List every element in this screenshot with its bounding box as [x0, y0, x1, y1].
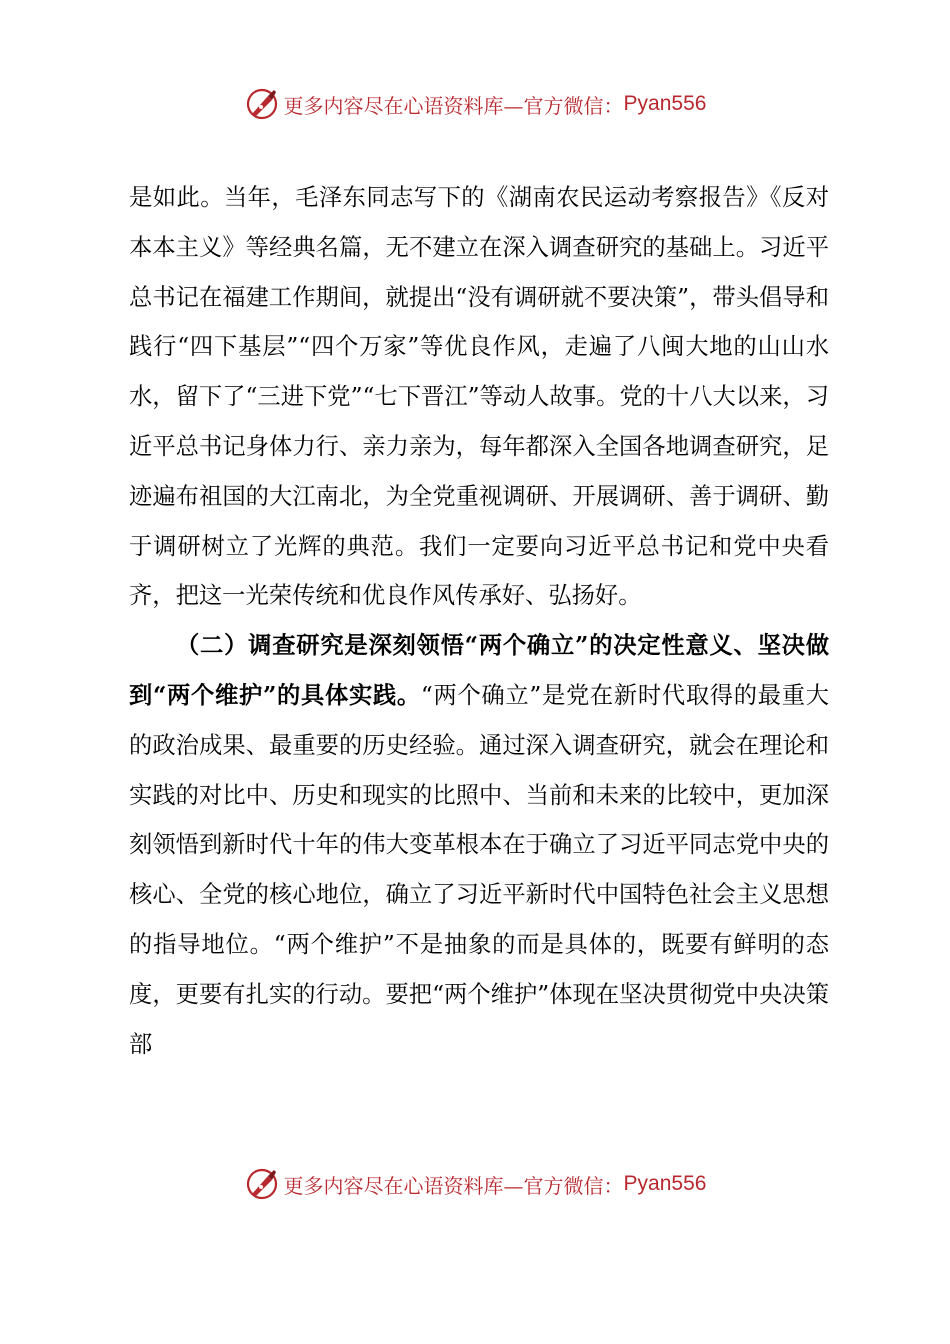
watermark-slogan: 更多内容尽在心语资料库— [283, 1173, 524, 1198]
pen-nib-logo-icon [244, 86, 280, 122]
header-watermark [0, 84, 950, 124]
watermark-contact-label: 官方微信： [523, 93, 624, 118]
paragraph-2-text: “两个确立”是党在新时代取得的最重大的政治成果、最重要的历史经验。通过深入调查研究，就会在理论和实践的对比中、历史和现实的比照中、当前和未来的比较中，更加深刻领悟到新时代十年的伟大变革根本在于确立了习近平同志党中央的核心、全党的核心地位，确立了习近平新时代中国特色社会主义思想的指导地位。“两个维护”不是抽象的而是具体的，既要有鲜明的态度，更要有扎实的行动。要把“两个维护”体现在坚决贯彻党中央决策部 [129, 681, 829, 1058]
document-body [129, 173, 829, 1069]
watermark-contact-id: Pyan556 [623, 92, 707, 115]
paragraph-1: 是如此。当年，毛泽东同志写下的《湖南农民运动考察报告》《反对本本主义》等经典名篇，无不建立在深入调查研究的基础上。习近平总书记在福建工作期间，就提出“没有调研就不要决策”，带头倡导和践行“四下基层”“四个万家”等优良作风，走遍了八闽大地的山山水水，留下了“三进下党”“七下晋江”等动人故事。党的十八大以来，习近平总书记身体力行、亲力亲为，每年都深入全国各地调查研究，足迹遍布祖国的大江南北，为全党重视调研、开展调研、善于调研、勤于调研树立了光辉的典范。我们一定要向习近平总书记和党中央看齐，把这一光荣传统和优良作风传承好、弘扬好。 [129, 184, 829, 610]
footer-watermark [0, 1164, 950, 1204]
section-heading: （二）调查研究是深刻领悟“两个确立”的决定性意义、坚决做到“两个维护”的具体实践。 [129, 632, 829, 709]
watermark-contact-label: 官方微信： [523, 1173, 624, 1198]
watermark-contact-id: Pyan556 [623, 1172, 707, 1195]
pen-nib-logo-icon [244, 1166, 280, 1202]
paragraph-2 [129, 621, 829, 1069]
watermark-slogan: 更多内容尽在心语资料库— [283, 93, 524, 118]
